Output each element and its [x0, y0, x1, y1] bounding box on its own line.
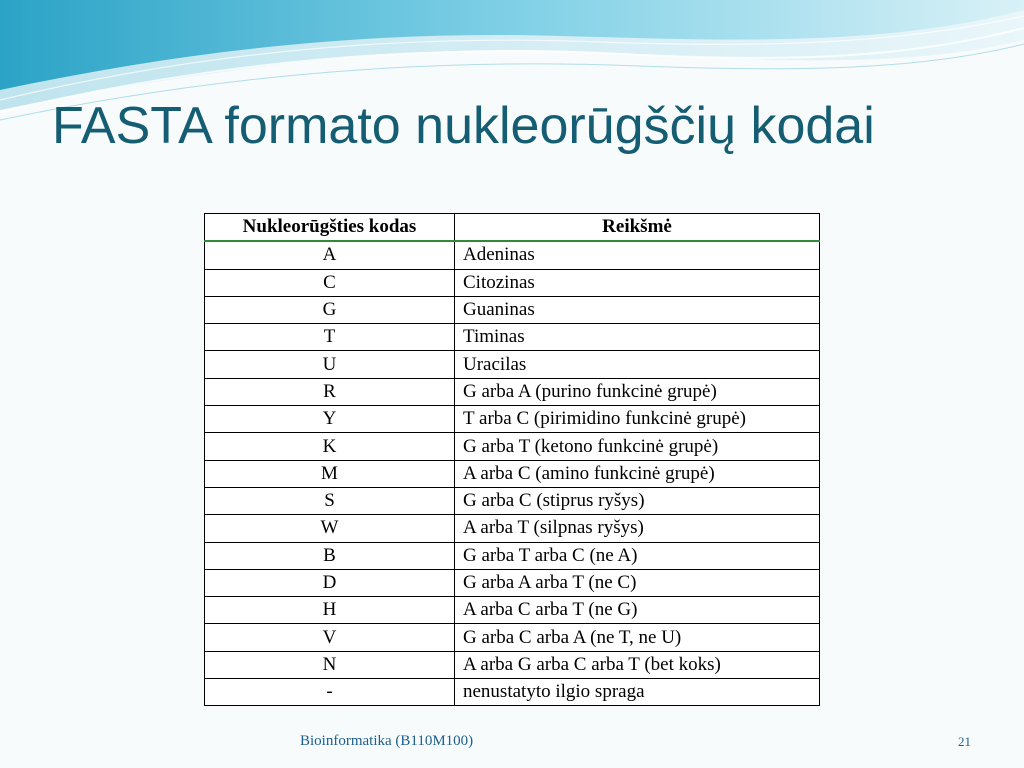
table-row [205, 460, 820, 487]
table-row [205, 351, 820, 378]
table-row [205, 378, 820, 405]
meaning-cell: Timinas [455, 324, 820, 351]
meaning-cell: A arba G arba C arba T (bet koks) [455, 651, 820, 678]
meaning-cell: G arba C (stiprus ryšys) [455, 487, 820, 514]
column-header-code: Nukleorūgšties kodas [205, 214, 455, 242]
code-cell: A [205, 241, 455, 269]
table-row [205, 597, 820, 624]
meaning-cell: G arba A arba T (ne C) [455, 569, 820, 596]
table-row [205, 433, 820, 460]
table-row [205, 296, 820, 323]
meaning-cell: G arba A (purino funkcinė grupė) [455, 378, 820, 405]
table-row [205, 624, 820, 651]
code-cell: R [205, 378, 455, 405]
slide-title: FASTA formato nukleorūgščių kodai [52, 97, 875, 155]
nucleotide-code-table [204, 213, 820, 706]
slide-footer: Bioinformatika (B110M100) [300, 733, 474, 749]
meaning-cell: A arba T (silpnas ryšys) [455, 515, 820, 542]
meaning-cell: Guaninas [455, 296, 820, 323]
table-row [205, 515, 820, 542]
meaning-cell: G arba C arba A (ne T, ne U) [455, 624, 820, 651]
code-cell: N [205, 651, 455, 678]
table-row [205, 241, 820, 269]
meaning-cell: T arba C (pirimidino funkcinė grupė) [455, 406, 820, 433]
meaning-cell: nenustatyto ilgio spraga [455, 679, 820, 706]
meaning-cell: Adeninas [455, 241, 820, 269]
code-cell: U [205, 351, 455, 378]
table-row [205, 542, 820, 569]
code-cell: H [205, 597, 455, 624]
code-cell: C [205, 269, 455, 296]
meaning-cell: Citozinas [455, 269, 820, 296]
column-header-meaning: Reikšmė [455, 214, 820, 242]
table-row [205, 569, 820, 596]
meaning-cell: A arba C (amino funkcinė grupė) [455, 460, 820, 487]
table-row [205, 324, 820, 351]
meaning-cell: G arba T (ketono funkcinė grupė) [455, 433, 820, 460]
code-cell: - [205, 679, 455, 706]
code-cell: K [205, 433, 455, 460]
code-cell: T [205, 324, 455, 351]
code-cell: Y [205, 406, 455, 433]
code-cell: D [205, 569, 455, 596]
table-row [205, 679, 820, 706]
table-row [205, 269, 820, 296]
table-header-row [205, 214, 820, 242]
code-cell: W [205, 515, 455, 542]
page-number: 21 [958, 734, 971, 749]
meaning-cell: Uracilas [455, 351, 820, 378]
meaning-cell: G arba T arba C (ne A) [455, 542, 820, 569]
table-row [205, 487, 820, 514]
code-cell: S [205, 487, 455, 514]
table-row [205, 406, 820, 433]
code-cell: V [205, 624, 455, 651]
code-cell: M [205, 460, 455, 487]
code-cell: B [205, 542, 455, 569]
table-row [205, 651, 820, 678]
meaning-cell: A arba C arba T (ne G) [455, 597, 820, 624]
code-cell: G [205, 296, 455, 323]
